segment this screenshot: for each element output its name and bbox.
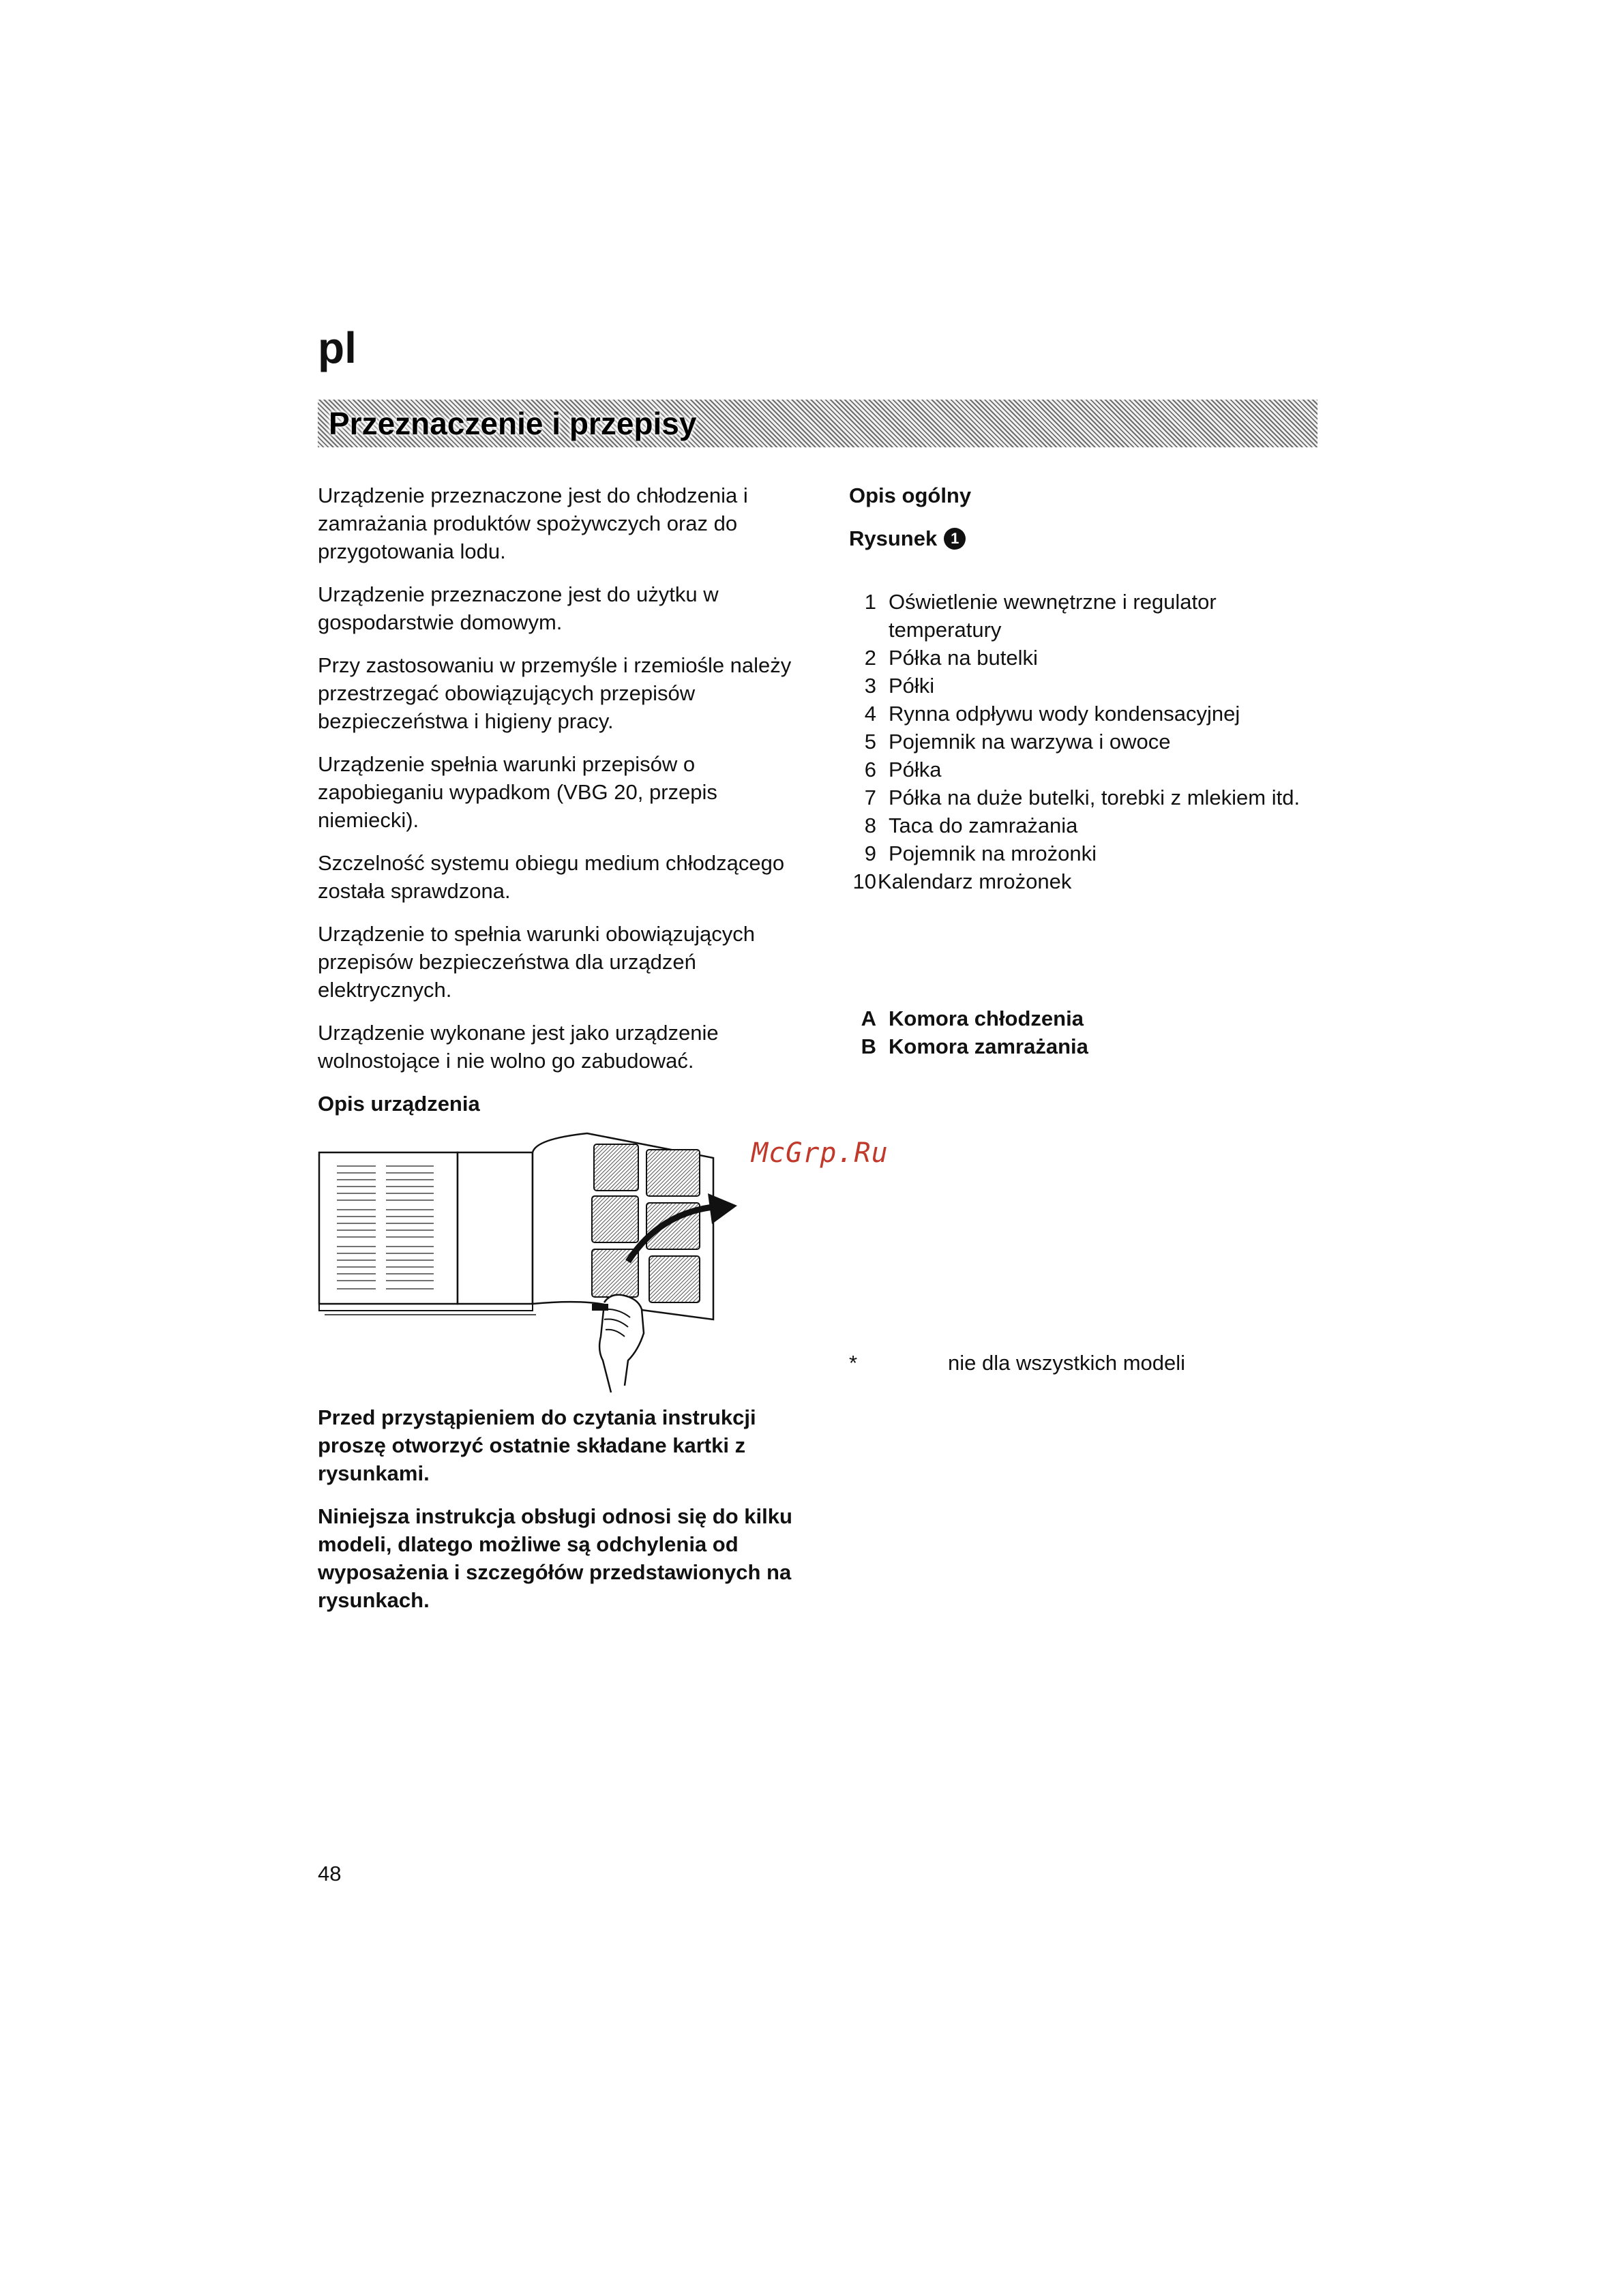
heading-opis-urzadzenia: Opis urządzenia [318,1092,480,1116]
paragraph: Urządzenie przeznaczone jest do użytku w gospodarstwie domowym. [318,582,719,634]
compartment-label: Komora chłodzenia [889,1007,1084,1030]
list-item [849,728,1326,756]
list-item-number: 6 [864,758,876,781]
list-item-number: 7 [864,786,876,809]
right-column [849,481,1326,1060]
list-item-number: 2 [864,646,876,670]
list-item-text: Rynna odpływu wody kondensacyjnej [889,702,1240,726]
compartment-key: A [861,1007,876,1030]
compartment-item [849,1004,1326,1032]
left-column-bottom [318,1403,795,1629]
footnote-mark: * [849,1351,858,1375]
paragraph: Przy zastosowaniu w przemyśle i rzemiośle należy przestrzegać obowiązujących przepisów bezpieczeństwa i higieny pracy. [318,653,792,733]
language-code: pl [318,323,357,372]
compartments-list [849,1004,1326,1060]
fold-out-booklet-illustration [318,1125,768,1405]
section-title: Przeznaczenie i przepisy [329,406,697,441]
list-item [849,784,1326,811]
list-item [849,839,1326,867]
figure-number-badge: 1 [944,528,966,550]
page-number: 48 [318,1862,342,1885]
footnote-text: nie dla wszystkich modeli [948,1351,1186,1375]
list-item-number: 10 [852,869,876,893]
list-item-number: 8 [864,814,876,837]
list-item-number: 3 [864,674,876,698]
list-item-number: 4 [864,702,876,726]
list-item-number: 9 [864,841,876,865]
figure-reference-label: Rysunek [849,526,938,550]
list-item [849,644,1326,672]
bold-instruction: Przed przystąpieniem do czytania instrukcji proszę otworzyć ostatnie składane kartki z rysunkami. [318,1405,756,1485]
list-item-text: Półki [889,674,935,698]
compartment-key: B [861,1034,876,1058]
paragraph: Urządzenie wykonane jest jako urządzenie wolnostojące i nie wolno go zabudować. [318,1021,719,1073]
paragraph: Szczelność systemu obiegu medium chłodzącego została sprawdzona. [318,851,785,903]
list-item-text: Pojemnik na mrożonki [889,841,1097,865]
list-item [849,672,1326,700]
list-item-number: 5 [864,730,876,754]
list-item-text: Taca do zamrażania [889,814,1078,837]
bold-instruction: Niniejsza instrukcja obsługi odnosi się do kilku modeli, dlatego możliwe są odchylenia od wyposażenia i szczegółów przedstawionych na rysunkach. [318,1504,792,1612]
paragraph: Urządzenie przeznaczone jest do chłodzenia i zamrażania produktów spożywczych oraz do przygotowania lodu. [318,483,748,563]
list-item-number: 1 [864,590,876,614]
list-item-text: Kalendarz mrożonek [878,869,1072,893]
list-item-text: Półka [889,758,942,781]
compartment-label: Komora zamrażania [889,1034,1088,1058]
list-item-text: Półka na duże butelki, torebki z mlekiem itd. [889,786,1300,809]
heading-opis-ogolny: Opis ogólny [849,483,972,507]
booklet-drawing [318,1125,768,1405]
list-item [849,700,1326,728]
watermark: McGrp.Ru [751,1137,889,1169]
list-item [849,588,1326,644]
list-item-text: Pojemnik na warzywa i owoce [889,730,1171,754]
parts-list [849,588,1326,895]
list-item [849,811,1326,839]
compartment-item [849,1032,1326,1060]
paragraph: Urządzenie spełnia warunki przepisów o zapobieganiu wypadkom (VBG 20, przepis niemiecki). [318,752,717,832]
list-item-text: Oświetlenie wewnętrzne i regulator temperatury [889,590,1217,642]
list-item [849,867,1326,895]
left-column [318,481,795,1133]
figure-reference [849,524,1326,552]
list-item [849,756,1326,784]
list-item-text: Półka na butelki [889,646,1038,670]
paragraph: Urządzenie to spełnia warunki obowiązujących przepisów bezpieczeństwa dla urządzeń elektrycznych. [318,922,756,1002]
